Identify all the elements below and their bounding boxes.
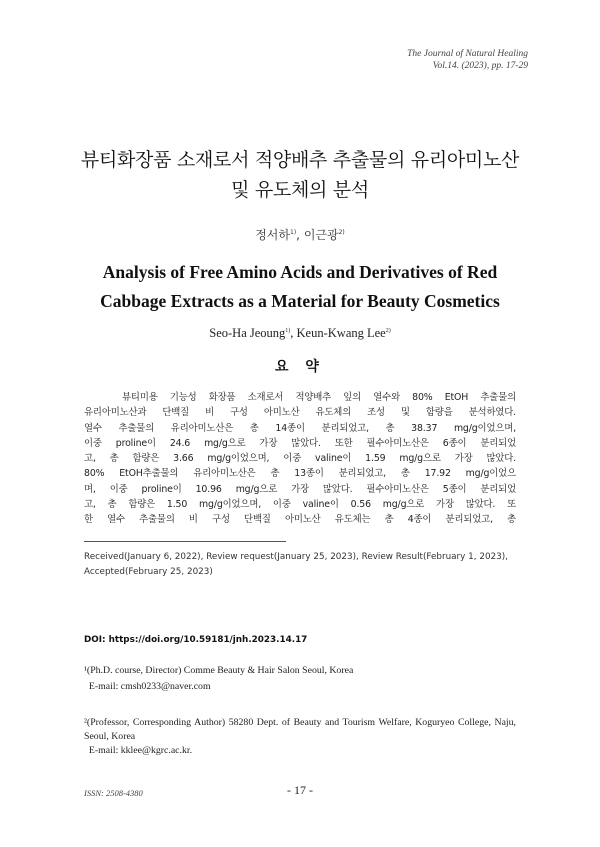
english-author-2: Keun-Kwang Lee bbox=[296, 326, 386, 340]
abstract-line: 고, 총 함량은 3.66 mg/g이었으며, 이중 valine이 1.59 mg/g으로 가장 많았다. bbox=[84, 453, 516, 465]
received-dates bbox=[84, 550, 524, 580]
doi-link[interactable]: DOI: https://doi.org/10.59181/jnh.2023.14.17 bbox=[84, 635, 308, 645]
abstract-heading: 요 약 bbox=[275, 359, 325, 375]
affiliation-2-email bbox=[84, 744, 516, 758]
english-author-separator: , bbox=[290, 326, 297, 340]
footnote-divider bbox=[84, 541, 286, 542]
issn: ISSN: 2508-4380 bbox=[84, 788, 143, 798]
english-author-2-affil: 2) bbox=[385, 327, 391, 334]
english-author-1: Seo-Ha Jeoung bbox=[209, 326, 286, 340]
abstract-line: 고, 총 함량은 1.50 mg/g이었으며, 이중 valine이 0.56 mg/g으로 가장 많았다. 또 bbox=[84, 499, 516, 511]
english-title-line1: Analysis of Free Amino Acids and Derivatives of Red bbox=[102, 262, 498, 282]
abstract-line: 며, 이중 proline이 10.96 mg/g으로 가장 많았다. 필수아미노산은 5종이 분리되었 bbox=[84, 483, 516, 495]
page-number: - 17 - bbox=[287, 783, 313, 797]
abstract-line: 이중 proline이 24.6 mg/g으로 가장 많았다. 또한 필수아미노산은 6종이 분리되었 bbox=[84, 437, 516, 449]
received-line1: Received(January 6, 2022), Review request(January 25, 2023), Review Result(February 1, 2023), bbox=[84, 552, 508, 562]
affiliation-2: ²(Professor, Corresponding Author) 58280 Dept. of Beauty and Tourism Welfare, Koguryeo College, Naju, Seoul, Korea bbox=[84, 717, 516, 742]
abstract-body bbox=[84, 390, 516, 528]
abstract-line: 유리아미노산과 단백질 비 구성 아미노산 유도체의 조성 및 함량을 분석하였다. bbox=[84, 407, 516, 419]
journal-header bbox=[407, 48, 528, 72]
korean-title bbox=[0, 145, 600, 205]
korean-author-1-affil: 1) bbox=[290, 229, 297, 236]
abstract-line: 80% EtOH추출물의 유리아미노산은 총 13종이 분리되었고, 총 17.92 mg/g이었으 bbox=[84, 468, 516, 480]
korean-title-line2: 및 유도체의 분석 bbox=[231, 179, 369, 201]
english-title bbox=[0, 258, 600, 316]
korean-title-line1: 뷰티화장품 소재로서 적양배추 추출물의 유리아미노산 bbox=[80, 149, 520, 171]
korean-author-2: 이근광 bbox=[303, 228, 339, 242]
affiliation-1-email bbox=[84, 680, 516, 694]
received-line2: Accepted(February 25, 2023) bbox=[84, 567, 213, 577]
abstract-line: 한 열수 추출물의 비 구성 단백질 아미노산 유도체는 총 4종이 분리되었고, 총 bbox=[84, 514, 516, 526]
abstract-line: 열수 추출물의 유리아미노산은 총 14종이 분리되었고, 총 38.37 mg/g이었으며, bbox=[84, 422, 516, 434]
email-1[interactable]: E-mail: cmsh0233@naver.com bbox=[88, 681, 211, 692]
affiliation-1: ¹(Ph.D. course, Director) Comme Beauty & Hair Salon Seoul, Korea bbox=[84, 665, 354, 676]
korean-author-1: 정서하 bbox=[255, 228, 290, 242]
email-2[interactable]: E-mail: kklee@kgrc.ac.kr. bbox=[88, 745, 193, 756]
journal-name: The Journal of Natural Healing bbox=[407, 49, 528, 59]
english-title-line2: Cabbage Extracts as a Material for Beauty Cosmetics bbox=[100, 291, 500, 311]
korean-authors bbox=[0, 226, 600, 243]
english-authors bbox=[0, 326, 600, 341]
korean-author-2-affil: 2) bbox=[338, 229, 345, 236]
journal-volume: Vol.14. (2023), pp. 17-29 bbox=[432, 61, 528, 71]
english-author-1-affil: 1) bbox=[285, 327, 291, 334]
abstract-line: 뷰티미용 기능성 화장품 소재로서 적양배추 잎의 열수와 80% EtOH 추출물의 bbox=[122, 392, 516, 403]
korean-author-separator: , bbox=[296, 228, 304, 242]
